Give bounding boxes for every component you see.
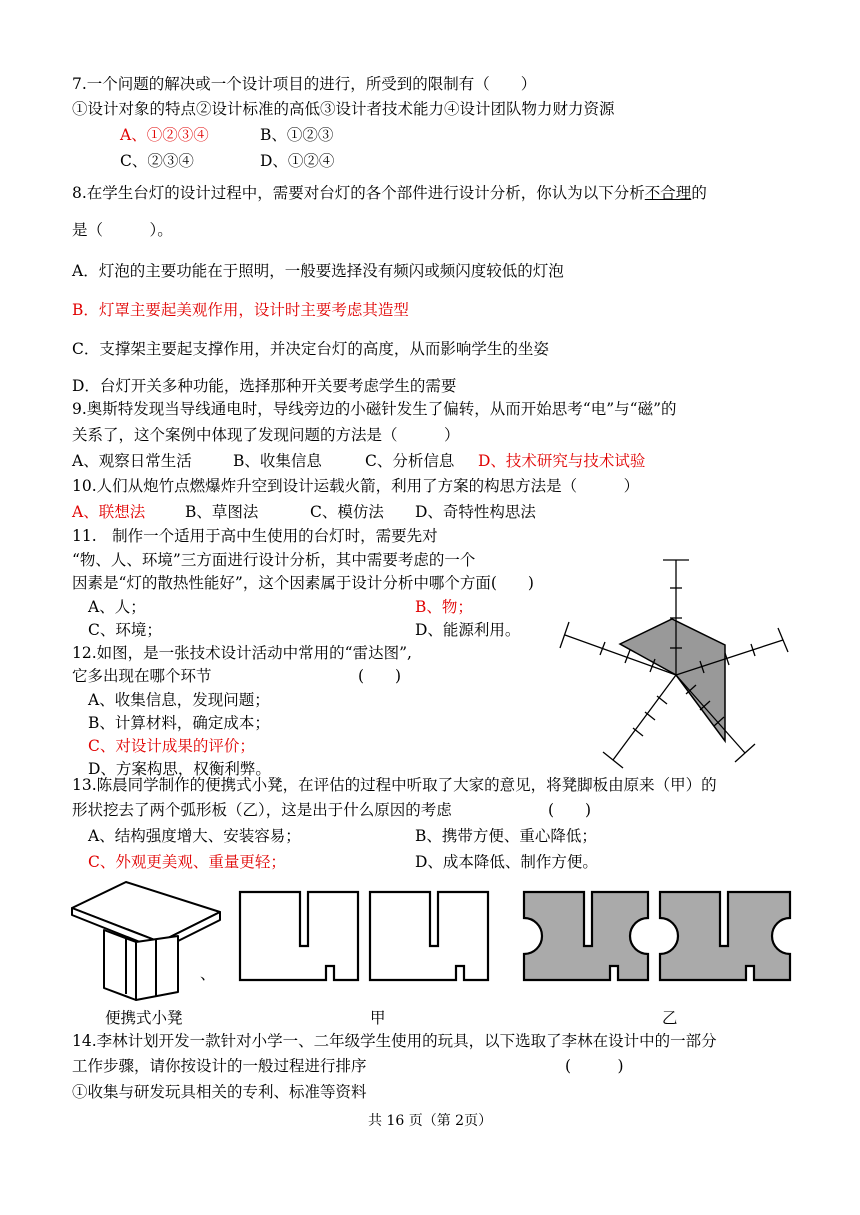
q8-underlined-word: 不合理: [644, 184, 692, 202]
q8-stem-line2: 是（ ）。: [72, 221, 173, 239]
q9-stem-line2: 关系了，这个案例中体现了发现问题的方法是（ ）: [72, 426, 460, 444]
q13-stem-line2: 形状挖去了两个弧形板（乙），这是出于什么原因的考虑: [72, 801, 452, 819]
q9-option-c: C、分析信息: [365, 452, 455, 470]
q8-option-a: A．灯泡的主要功能在于照明，一般要选择没有频闪或频闪度较低的灯泡: [72, 262, 564, 280]
q12-option-c: C、对设计成果的评价；: [88, 737, 255, 755]
q8-option-c: C．支撑架主要起支撑作用，并决定台灯的高度，从而影响学生的坐姿: [72, 340, 549, 358]
q9-option-d: D、技术研究与技术试验: [478, 452, 646, 470]
q7-stem: 7.一个问题的解决或一个设计项目的进行，所受到的限制有（ ）: [72, 75, 537, 93]
q11-option-b: B、物；: [415, 598, 473, 616]
q9-option-a: A、观察日常生活: [72, 452, 192, 470]
q8-option-b: B．灯罩主要起美观作用，设计时主要考虑其造型: [72, 301, 409, 319]
q11-stem-line1: 11. 制作一个适用于高中生使用的台灯时，需要先对: [72, 527, 438, 545]
q7-items: ①设计对象的特点②设计标准的高低③设计者技术能力④设计团队物力财力资源: [72, 100, 615, 118]
q7-option-d: D、①②④: [260, 152, 335, 170]
q9-stem-line1: 9.奥斯特发现当导线通电时，导线旁边的小磁针发生了偏转，从而开始思考“电”与“磁”的: [72, 400, 677, 418]
q12-option-a: A、收集信息，发现问题；: [88, 691, 270, 709]
q10-stem: 10.人们从炮竹点燃爆炸升空到设计运载火箭，利用了方案的构思方法是（ ）: [72, 477, 640, 495]
portable-stool-drawing: [68, 880, 228, 1012]
q13-option-a: A、结构强度增大、安装容易；: [88, 827, 301, 845]
q11-stem-line2: “物、人、环境”三方面进行设计分析，其中需要考虑的一个: [72, 551, 476, 569]
q14-stem-line1: 14.李林计划开发一款针对小学一、二年级学生使用的玩具，以下选取了李林在设计中的一部分: [72, 1032, 717, 1050]
q12-option-d: D、方案构思，权衡利弊。: [88, 760, 271, 778]
q13-option-c: C、外观更美观、重量更轻；: [88, 853, 286, 871]
q12-answer-paren: ( ): [358, 667, 402, 685]
caption-separator: 、: [200, 965, 216, 983]
q14-answer-paren: ( ): [565, 1057, 624, 1075]
q7-option-c: C、②③④: [120, 152, 194, 170]
q12-option-b: B、计算材料，确定成本；: [88, 714, 270, 732]
plate-jia-drawing: [234, 886, 494, 984]
caption-jia: 甲: [370, 1009, 386, 1027]
q8-option-d: D．台灯开关多种功能，选择那种开关要考虑学生的需要: [72, 377, 457, 395]
q12-stem-line1: 12.如图，是一张技术设计活动中常用的“雷达图”,: [72, 644, 412, 662]
page-footer: 共 16 页（第 2页）: [368, 1113, 493, 1129]
q7-option-a: A、①②③④: [120, 126, 209, 144]
caption-portable-stool: 便携式小凳: [105, 1009, 183, 1027]
q7-option-b: B、①②③: [260, 126, 334, 144]
q14-stem-line2: 工作步骤，请你按设计的一般过程进行排序: [72, 1057, 367, 1075]
q9-option-b: B、收集信息: [233, 452, 322, 470]
q12-stem-line2: 它多出现在哪个环节: [72, 667, 212, 685]
plate-yi-drawing: [518, 886, 798, 984]
q11-stem-line3: 因素是“灯的散热性能好”，这个因素属于设计分析中哪个方面( ): [72, 574, 534, 592]
q8-stem: 8.在学生台灯的设计过程中，需要对台灯的各个部件进行设计分析，你认为以下分析不合理的: [72, 184, 707, 202]
q13-answer-paren: ( ): [548, 801, 592, 819]
q13-option-b: B、携带方便、重心降低；: [415, 827, 597, 845]
q10-option-c: C、模仿法: [310, 503, 384, 521]
radar-chart-figure: [555, 548, 795, 773]
q11-option-c: C、环境；: [88, 621, 162, 639]
q14-item-1: ①收集与研发玩具相关的专利、标准等资料: [72, 1083, 367, 1101]
q11-option-a: A、人；: [88, 598, 146, 616]
q10-option-d: D、奇特性构思法: [415, 503, 536, 521]
q10-option-b: B、草图法: [185, 503, 259, 521]
q11-option-d: D、能源利用。: [415, 621, 521, 639]
q13-option-d: D、成本降低、制作方便。: [415, 853, 598, 871]
caption-yi: 乙: [662, 1009, 678, 1027]
q10-option-a: A、联想法: [72, 503, 146, 521]
q13-stem-line1: 13.陈晨同学制作的便携式小凳，在评估的过程中听取了大家的意见，将凳脚板由原来（甲）的: [72, 776, 717, 794]
